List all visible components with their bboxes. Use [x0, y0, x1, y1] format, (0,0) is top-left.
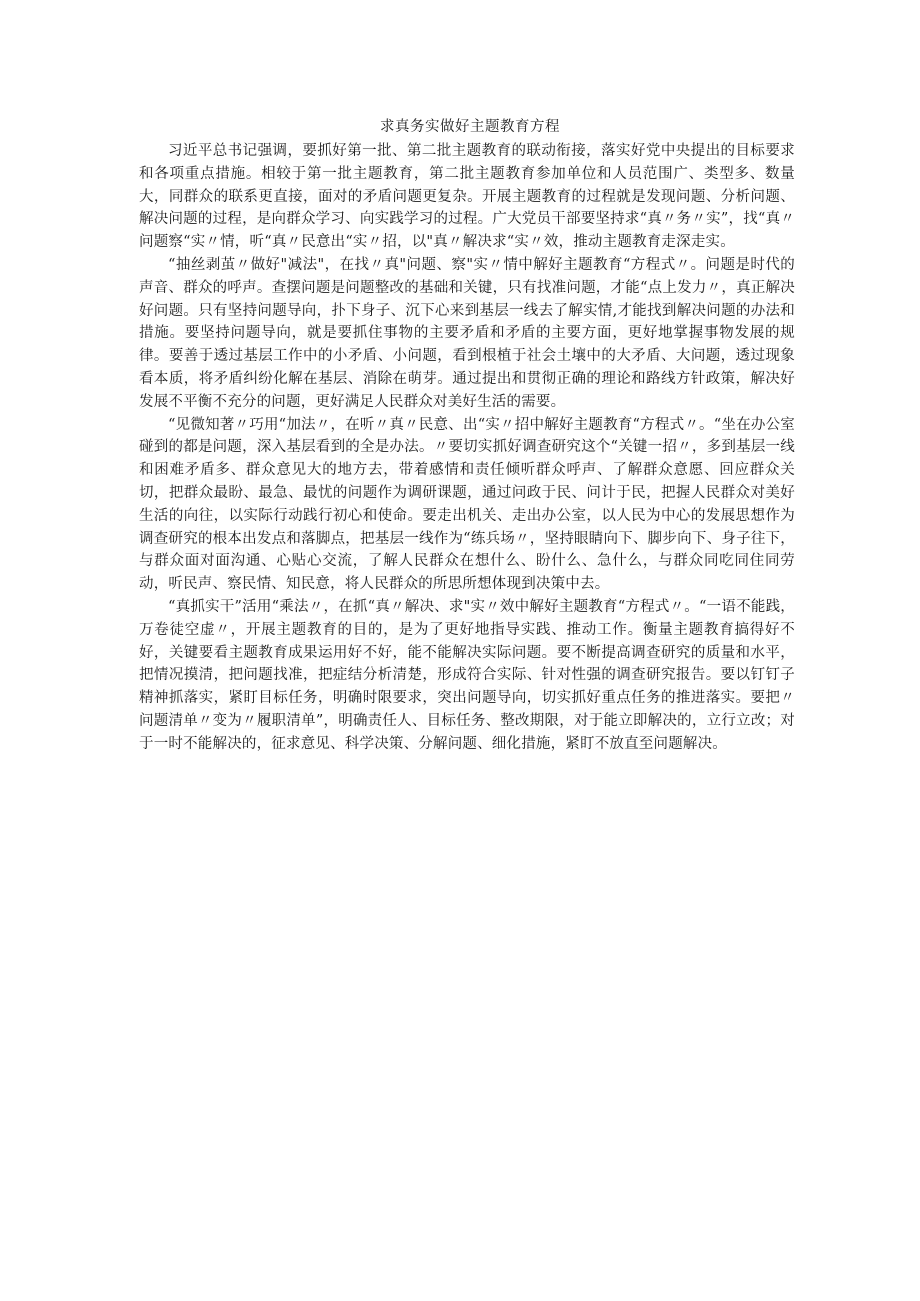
paragraph-multiplication: “真抓实干”活用“乘法〃，在抓“真〃解决、求"实〃效中解好主题教育“方程式〃。“一语不能践，万卷徒空虚〃，开展主题教育的目的，是为了更好地指导实践、推动工作。衡量主题教育搞得好不好，关键要看主题教育成果运用好不好，能不能解决实际问题。要不断提高调查研究的质量和水平，把情况摸清，把问题找准，把症结分析清楚，形成符合实际、针对性强的调查研究报告。要以钉钉子精神抓落实，紧盯目标任务，明确时限要求，突出问题导向，切实抓好重点任务的推进落实。要把〃问题清单〃变为〃履职清单”，明确责任人、目标任务、整改期限，对于能立即解决的，立行立改；对于一时不能解决的，征求意见、科学决策、分解问题、细化措施，紧盯不放直至问题解决。	[139, 598, 795, 752]
document-body	[139, 114, 795, 756]
document-title: 求真务实做好主题教育方程	[380, 119, 560, 135]
paragraph-intro: 习近平总书记强调，要抓好第一批、第二批主题教育的联动衔接，落实好党中央提出的目标要求和各项重点措施。相较于第一批主题教育，第二批主题教育参加单位和人员范围广、类型多、数量大，同群众的联系更直接，面对的矛盾问题更复杂。开展主题教育的过程就是发现问题、分析问题、解决问题的过程，是向群众学习、向实践学习的过程。广大党员干部要坚持求“真〃务〃实”，找“真〃问题察“实〃情，听“真〃民意出“实〃招，以"真〃解决求“实〃效，推动主题教育走深走实。	[139, 143, 795, 251]
paragraph-subtraction: “抽丝剥茧〃做好"减法"，在找〃真"问题、察"实〃情中解好主题教育“方程式〃。问题是时代的声音、群众的呼声。查摆问题是问题整改的基础和关键，只有找准问题，才能“点上发力〃，真正解决好问题。只有坚持问题导向，扑下身子、沉下心来到基层一线去了解实情,才能找到解决问题的办法和措施。要坚持问题导向，就是要抓住事物的主要矛盾和矛盾的主要方面，更好地掌握事物发展的规律。要善于透过基层工作中的小矛盾、小问题，看到根植于社会土壤中的大矛盾、大问题，透过现象看本质，将矛盾纠纷化解在基层、消除在萌芽。通过提出和贯彻正确的理论和路线方针政策，解决好发展不平衡不充分的问题，更好满足人民群众对美好生活的需要。	[139, 256, 795, 410]
paragraph-addition: “见微知著〃巧用“加法〃，在听〃真〃民意、出“实〃招中解好主题教育“方程式〃。“坐在办公室碰到的都是问题，深入基层看到的全是办法。〃要切实抓好调查研究这个“关键一招〃，多到基层一线和困难矛盾多、群众意见大的地方去，带着感情和责任倾听群众呼声、了解群众意愿、回应群众关切，把群众最盼、最急、最忧的问题作为调研课题，通过问政于民、问计于民，把握人民群众对美好生活的向往，以实际行动践行初心和使命。要走出机关、走出办公室，以人民为中心的发展思想作为调查研究的根本出发点和落脚点，把基层一线作为“练兵场〃，坚持眼睛向下、脚步向下、身子往下，与群众面对面沟通、心贴心交流，了解人民群众在想什么、盼什么、急什么，与群众同吃同住同劳动，听民声、察民情、知民意，将人民群众的所思所想体现到决策中去。	[139, 416, 795, 593]
